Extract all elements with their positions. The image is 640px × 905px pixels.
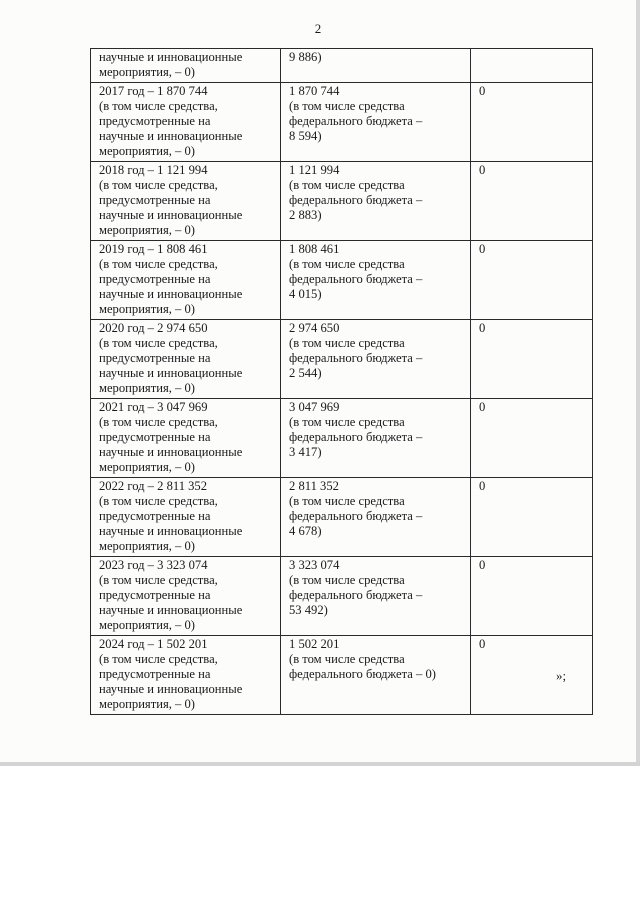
regional-budget-cell: 2 974 650 (в том числе средства федерального бюджета – 2 544) [281,320,471,399]
table-row [91,478,593,557]
total-funding-cell: 2024 год – 1 502 201 (в том числе средства, предусмотренные на научные и инновационные мероприятия, – 0) [91,636,281,715]
total-funding-cell: 2021 год – 3 047 969 (в том числе средства, предусмотренные на научные и инновационные мероприятия, – 0) [91,399,281,478]
total-funding-cell: 2023 год – 3 323 074 (в том числе средства, предусмотренные на научные и инновационные мероприятия, – 0) [91,557,281,636]
table-row [91,83,593,162]
regional-budget-cell: 1 502 201 (в том числе средства федерального бюджета – 0) [281,636,471,715]
regional-budget-cell: 3 323 074 (в том числе средства федерального бюджета – 53 492) [281,557,471,636]
regional-budget-cell: 1 808 461 (в том числе средства федерального бюджета – 4 015) [281,241,471,320]
table-row [91,241,593,320]
table-row [91,162,593,241]
closing-quote-mark: »; [556,668,567,683]
other-sources-cell: 0 [471,83,593,162]
total-funding-cell: 2022 год – 2 811 352 (в том числе средства, предусмотренные на научные и инновационные мероприятия, – 0) [91,478,281,557]
scan-edge [0,762,640,766]
table-row [91,636,593,715]
total-funding-cell: 2017 год – 1 870 744 (в том числе средства, предусмотренные на научные и инновационные мероприятия, – 0) [91,83,281,162]
other-sources-cell: 0 [471,241,593,320]
regional-budget-cell: 3 047 969 (в том числе средства федерального бюджета – 3 417) [281,399,471,478]
other-sources-cell: 0 [471,162,593,241]
table-row [91,557,593,636]
table-row [91,320,593,399]
other-sources-cell: 0 [471,478,593,557]
other-sources-cell: 0 [471,399,593,478]
table-row [91,49,593,83]
table-row [91,399,593,478]
regional-budget-cell: 1 121 994 (в том числе средства федерального бюджета – 2 883) [281,162,471,241]
other-sources-cell [471,49,593,83]
regional-budget-cell: 2 811 352 (в том числе средства федерального бюджета – 4 678) [281,478,471,557]
other-sources-cell: 0 [471,636,593,715]
other-sources-cell: 0 [471,320,593,399]
budget-table [90,48,593,715]
total-funding-cell: 2019 год – 1 808 461 (в том числе средства, предусмотренные на научные и инновационные мероприятия, – 0) [91,241,281,320]
total-funding-cell: научные и инновационные мероприятия, – 0) [91,49,281,83]
total-funding-cell: 2020 год – 2 974 650 (в том числе средства, предусмотренные на научные и инновационные мероприятия, – 0) [91,320,281,399]
other-sources-cell: 0 [471,557,593,636]
total-funding-cell: 2018 год – 1 121 994 (в том числе средства, предусмотренные на научные и инновационные мероприятия, – 0) [91,162,281,241]
budget-table-body [91,49,593,715]
regional-budget-cell: 1 870 744 (в том числе средства федерального бюджета – 8 594) [281,83,471,162]
regional-budget-cell: 9 886) [281,49,471,83]
page-number: 2 [314,21,322,36]
